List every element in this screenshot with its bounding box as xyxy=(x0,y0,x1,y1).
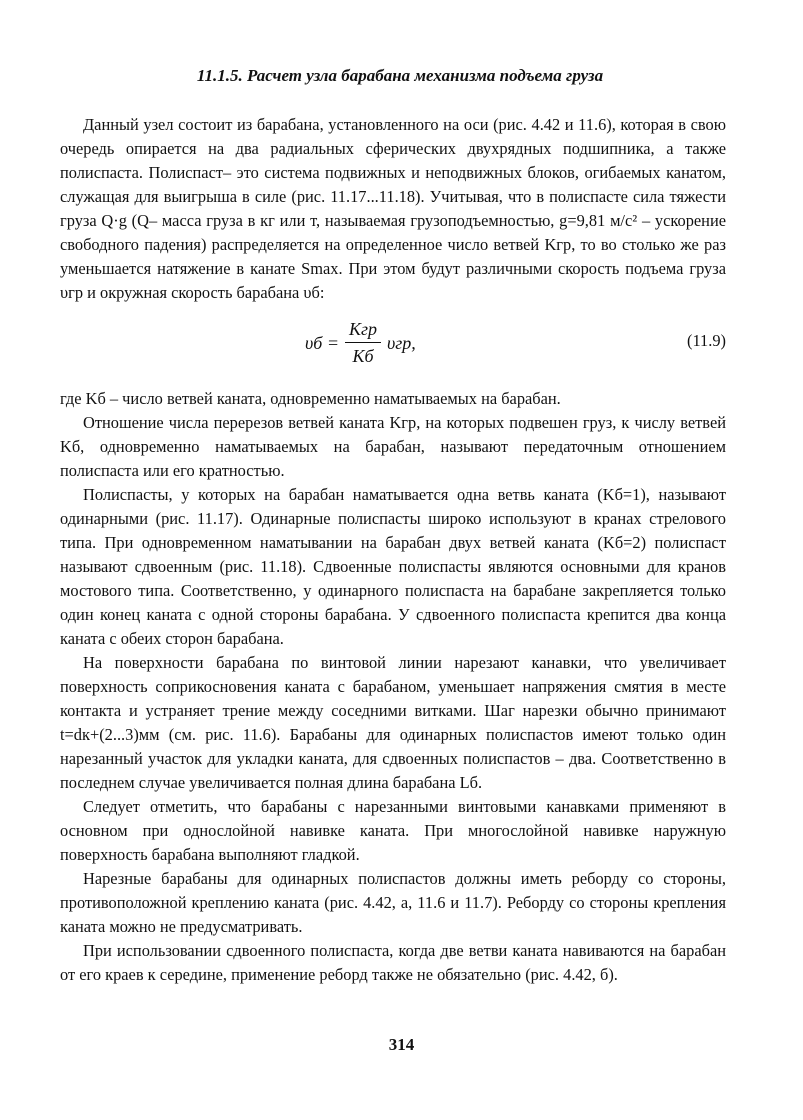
formula-denominator: Kб xyxy=(352,346,374,366)
equation-number: (11.9) xyxy=(687,331,726,350)
section-heading: 11.1.5. Расчет узла барабана механизма подъема груза xyxy=(196,66,604,85)
formula-numerator: Kгр xyxy=(345,317,381,343)
paragraph-grooves: На поверхности барабана по винтовой линии нарезают канавки, что увеличивает поверхность соприкосновения каната с барабаном, уменьшает напряжения смятия в месте контакта и устраняет трение между соседними витками. Шаг нарезки обычно принимают t=dк+(2...3)мм (см. рис. 11.6). Барабаны для одинарных полиспастов имеют только один нарезанный участок для укладки каната, для сдвоенных полиспастов – два. Соответственно в последнем случае увеличивается полная длина барабана Lб. xyxy=(60,653,726,792)
paragraph-polyspast-types: Полиспасты, у которых на барабан наматывается одна ветвь каната (Kб=1), называют одинарными (рис. 11.17). Одинарные полиспасты широко используют в кранах стрелового типа. При одновременном наматывании на барабан двух ветвей каната (Kб=2) полиспаст называют сдвоенным (рис. 11.18). Сдвоенные полиспасты являются основными для кранов мостового типа. Соответственно, у одинарного полиспаста на барабане закрепляется только один конец каната с одной стороны барабана. У сдвоенного полиспаста крепится два конца каната с обеих сторон барабана. xyxy=(60,485,726,648)
page-number: 314 xyxy=(388,1035,415,1054)
formula-rhs: υгр, xyxy=(387,332,416,353)
paragraph-where: где Kб – число ветвей каната, одновременно наматываемых на барабан. xyxy=(60,389,561,408)
body-text xyxy=(60,113,726,987)
formula-fraction xyxy=(345,317,381,368)
paragraph-flange: Нарезные барабаны для одинарных полиспастов должны иметь реборду со стороны, противоположной креплению каната (рис. 4.42, а, 11.6 и 11.7). Реборду со стороны крепления каната можно не предусматривать. xyxy=(60,869,726,936)
paragraph-double: При использовании сдвоенного полиспаста, когда две ветви каната навиваются на барабан от его краев к середине, применение реборд также не обязательно (рис. 4.42, б). xyxy=(60,941,726,984)
formula-lhs: υб = xyxy=(305,332,339,353)
paragraph-intro: Данный узел состоит из барабана, установленного на оси (рис. 4.42 и 11.6), которая в свою очередь опирается на два радиальных сферических двухрядных подшипника, а также полиспаста. Полиспаст– это система подвижных и неподвижных блоков, огибаемых канатом, служащая для выигрыша в силе (рис. 11.17...11.18). Учитывая, что в полиспасте сила тяжести груза Q·g (Q– масса груза в кг или т, называемая грузоподъемностью, g=9,81 м/с² – ускорение свободного падения) распределяется на определенное число ветвей Kгр, то во столько же раз уменьшается натяжение в канате Smax. При этом будут различными скорость подъема груза υгр и окружная скорость барабана υб: xyxy=(60,115,726,302)
paragraph-winding: Следует отметить, что барабаны с нарезанными винтовыми канавками применяют в основном при однослойной навивке каната. При многослойной навивке наружную поверхность барабана выполняют гладкой. xyxy=(60,797,726,864)
paragraph-ratio: Отношение числа перерезов ветвей каната Kгр, на которых подвешен груз, к числу ветвей Kб, одновременно наматываемых на барабан, называют передаточным отношением полиспаста или его кратностью. xyxy=(60,413,726,480)
formula-expression xyxy=(305,317,416,368)
formula-11-9 xyxy=(60,307,726,383)
